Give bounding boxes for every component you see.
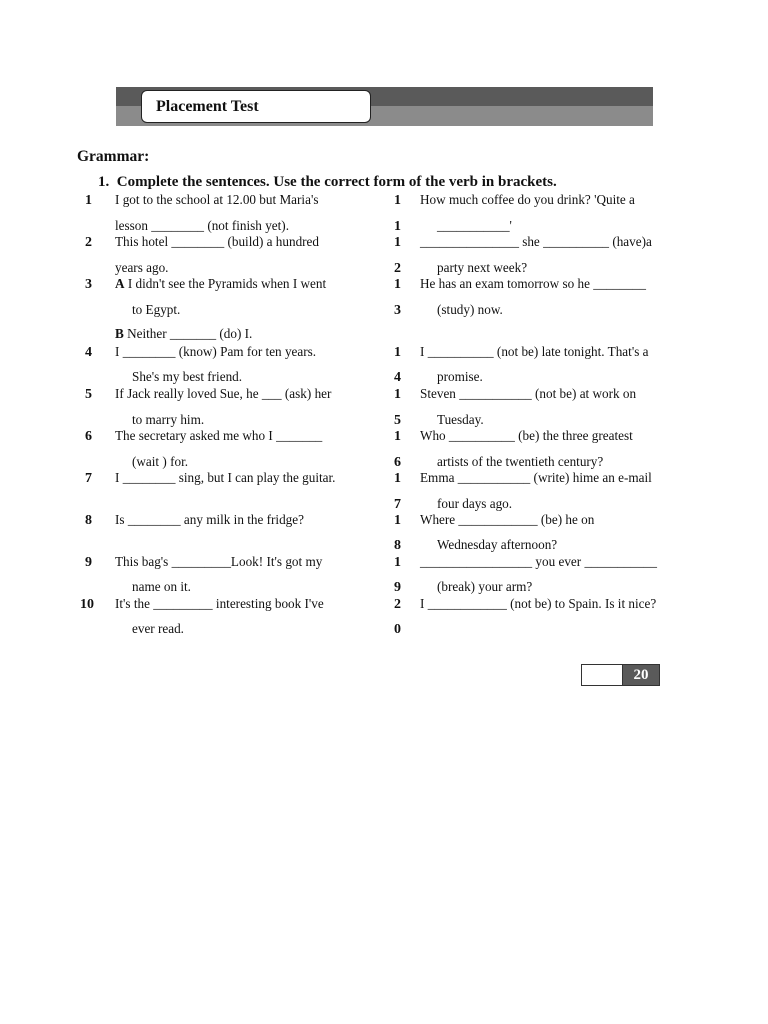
right-question-line: Who __________ (be) the three greatest <box>420 428 633 443</box>
right-question-number: 1 <box>394 429 401 444</box>
right-question-line: artists of the twentieth century? <box>437 454 604 469</box>
left-question-number: 10 <box>80 597 94 612</box>
left-question-line: Neither _______ (do) I. <box>127 326 253 341</box>
right-question-number: 5 <box>394 413 401 428</box>
score-total: 20 <box>623 665 659 685</box>
left-question-line: ever read. <box>132 621 184 636</box>
right-question-line: (break) your arm? <box>437 579 533 594</box>
left-question-line: She's my best friend. <box>132 369 243 384</box>
right-question-number: 4 <box>394 370 401 385</box>
right-question-number: 2 <box>394 261 401 276</box>
left-question-line: I didn't see the Pyramids when I went <box>127 276 327 291</box>
left-question-line-3a <box>115 277 326 290</box>
left-question-line: This bag's _________Look! It's got my <box>115 554 323 569</box>
right-question-number: 8 <box>394 538 401 553</box>
left-question-line: name on it. <box>132 579 191 594</box>
right-question-number: 1 <box>394 219 401 234</box>
left-question-number: 8 <box>85 513 92 528</box>
right-question-line: four days ago. <box>437 496 513 511</box>
right-question-number: 7 <box>394 497 401 512</box>
right-question-line: Tuesday. <box>437 412 484 427</box>
left-question-line: to marry him. <box>132 412 205 427</box>
section-heading: Grammar: <box>77 148 150 165</box>
left-question-line: If Jack really loved Sue, he ___ (ask) her <box>115 386 332 401</box>
left-question-line: I ________ sing, but I can play the guitar. <box>115 470 336 485</box>
score-box <box>581 664 660 686</box>
left-question-line: (wait ) for. <box>132 454 189 469</box>
right-question-number: 1 <box>394 235 401 250</box>
left-question-line: Is ________ any milk in the fridge? <box>115 512 304 527</box>
right-question-line: Wednesday afternoon? <box>437 537 558 552</box>
left-question-line: years ago. <box>115 260 169 275</box>
right-question-number: 9 <box>394 580 401 595</box>
right-question-number: 0 <box>394 622 401 637</box>
label-b: B <box>115 326 124 341</box>
left-question-line: I ________ (know) Pam for ten years. <box>115 344 317 359</box>
right-question-line: _______________ she __________ (have)a <box>420 234 652 249</box>
left-question-line: I got to the school at 12.00 but Maria's <box>115 192 319 207</box>
score-input-area[interactable] <box>582 665 623 685</box>
right-question-line: Steven ___________ (not be) at work on <box>420 386 637 401</box>
right-question-number: 2 <box>394 597 401 612</box>
right-question-number: 1 <box>394 277 401 292</box>
right-question-number: 1 <box>394 387 401 402</box>
left-question-line: lesson ________ (not finish yet). <box>115 218 289 233</box>
left-question-number: 4 <box>85 345 92 360</box>
right-question-line: _________________ you ever ___________ <box>420 554 657 569</box>
left-question-line-3b <box>115 327 252 340</box>
left-question-number: 1 <box>85 193 92 208</box>
right-question-line: ___________' <box>437 218 512 233</box>
right-question-line: (study) now. <box>437 302 503 317</box>
left-question-number: 2 <box>85 235 92 250</box>
left-question-line: to Egypt. <box>132 302 181 317</box>
right-question-line: I ____________ (not be) to Spain. Is it nice? <box>420 596 657 611</box>
right-question-number: 1 <box>394 193 401 208</box>
page-title: Placement Test <box>141 90 371 123</box>
right-question-line: He has an exam tomorrow so he ________ <box>420 276 646 291</box>
left-question-number: 5 <box>85 387 92 402</box>
left-question-line: The secretary asked me who I _______ <box>115 428 323 443</box>
left-question-number: 3 <box>85 277 92 292</box>
label-a: A <box>115 276 125 291</box>
right-question-number: 1 <box>394 555 401 570</box>
right-question-line: Emma ___________ (write) hime an e-mail <box>420 470 652 485</box>
left-question-number: 7 <box>85 471 92 486</box>
right-question-number: 1 <box>394 513 401 528</box>
right-question-number: 1 <box>394 471 401 486</box>
left-question-line: This hotel ________ (build) a hundred <box>115 234 320 249</box>
right-question-number: 3 <box>394 303 401 318</box>
left-question-line: It's the _________ interesting book I've <box>115 596 324 611</box>
right-question-line: Where ____________ (be) he on <box>420 512 595 527</box>
right-question-number: 6 <box>394 455 401 470</box>
right-question-number: 1 <box>394 345 401 360</box>
right-question-line: party next week? <box>437 260 528 275</box>
left-question-number: 9 <box>85 555 92 570</box>
left-question-number: 6 <box>85 429 92 444</box>
right-question-line: How much coffee do you drink? 'Quite a <box>420 192 635 207</box>
exercise-instruction: 1. Complete the sentences. Use the correct form of the verb in brackets. <box>98 174 557 190</box>
right-question-line: I __________ (not be) late tonight. That's a <box>420 344 649 359</box>
right-question-line: promise. <box>437 369 483 384</box>
